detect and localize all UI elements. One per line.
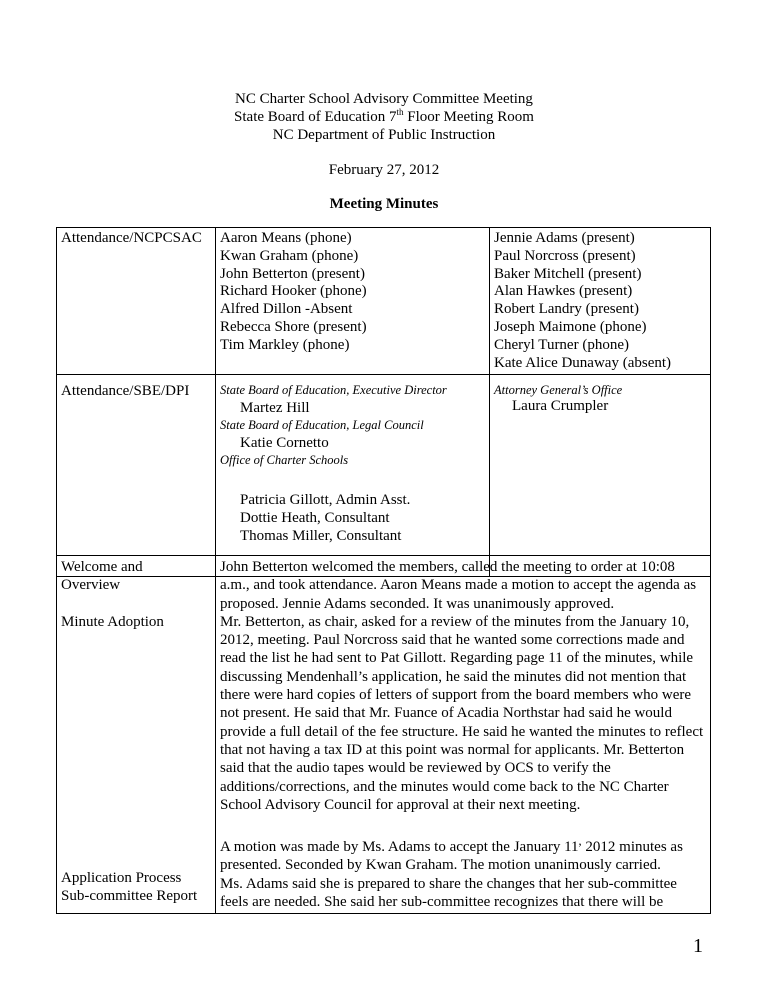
minutes-content: [216, 556, 711, 914]
motion-paragraph: [220, 832, 706, 875]
attendee: Jennie Adams (present): [494, 230, 635, 246]
page-number: 1: [693, 935, 703, 957]
label-minute-adoption: Minute Adoption: [61, 613, 164, 630]
label-welcome: Welcome and: [61, 559, 143, 575]
ag-name: Laura Crumpler: [512, 398, 609, 415]
attendee: Aaron Means (phone): [220, 230, 352, 246]
attendance-label-sbe: Attendance/SBE/DPI: [57, 375, 216, 576]
attendee: Kwan Graham (phone): [220, 247, 359, 264]
attendance-col-3: [490, 228, 711, 375]
ag-title: Attorney General’s Office: [494, 383, 623, 398]
welcome-paragraph: John Betterton welcomed the members, called the meeting to order at 10:08 a.m., and took attendance. Aaron Means made a motion to accept the agenda as proposed. Jennie Adams seconded. It was unanimously approved.: [220, 559, 697, 612]
subcommittee-paragraph: Ms. Adams said she is prepared to share the changes that her sub-committee feels are needed. She said her sub-committee recognizes that there will be: [220, 875, 677, 911]
attendee: Baker Mitchell (present): [494, 265, 642, 282]
attendance-col-2: [216, 228, 490, 375]
sbe-exec-name: Martez Hill: [240, 400, 310, 417]
attendee: Paul Norcross (present): [494, 247, 636, 264]
minutes-labels: [57, 556, 216, 914]
ag-office-cell: [490, 375, 711, 576]
ocs-staff: Patricia Gillott, Admin Asst.: [240, 492, 411, 509]
header-line-2-tail: Floor Meeting Room: [403, 109, 534, 125]
minutes-row: [57, 556, 711, 914]
ocs-staff: Thomas Miller, Consultant: [240, 527, 402, 544]
sbe-staff-cell: [216, 375, 490, 576]
label-overview: Overview: [61, 577, 121, 594]
attendance-row-sbe: [57, 375, 711, 576]
ocs-title: Office of Charter Schools: [220, 453, 349, 468]
attendee: Alan Hawkes (present): [494, 283, 633, 300]
minute-adoption-paragraph: Mr. Betterton, as chair, asked for a review of the minutes from the January 10, 2012, meeting. Paul Norcross said that he wanted some corrections made and read the list he had sent to Pat Gillott. Regarding page 11 of the minutes, while discussing Mendenhall’s application, he said the minutes did not mention that there were hard copies of letters of support from the board members who were not present. He said that Mr. Fuance of Acadia Northstar had said he would provide a full detail of the fee structure. He said he wanted the minutes to reflect that not having a tax ID at this point was normal for applicants. Mr. Betterton said that the audio tapes would be reviewed by OCS to verify the additions/corrections, and the minutes would come back to the NC Charter School Advisory Council for approval at their next meeting.: [220, 613, 704, 813]
page-title: Meeting Minutes: [329, 196, 439, 212]
sbe-exec-title: State Board of Education, Executive Director: [220, 383, 447, 398]
header-line-3: NC Department of Public Instruction: [272, 127, 496, 143]
minutes-table: [56, 555, 711, 914]
attendee: John Betterton (present): [220, 265, 365, 282]
sbe-legal-title: State Board of Education, Legal Council: [220, 418, 424, 433]
header-line-2: [0, 108, 768, 126]
document-header: [0, 90, 768, 144]
attendee: Richard Hooker (phone): [220, 283, 367, 300]
meeting-date: February 27, 2012: [328, 162, 440, 178]
header-line-1: NC Charter School Advisory Committee Meeting: [235, 91, 533, 107]
attendee: Cheryl Turner (phone): [494, 336, 629, 353]
motion-sup: ,: [578, 834, 582, 849]
attendee: Rebecca Shore (present): [220, 318, 367, 335]
header-line-2-text: State Board of Education 7: [234, 109, 397, 125]
attendee: Robert Landry (present): [494, 301, 639, 318]
attendance-table: [56, 227, 711, 577]
attendee: Tim Markley (phone): [220, 336, 350, 353]
label-application-process: Application Process: [61, 869, 182, 886]
attendance-row-ncpcsac: [57, 228, 711, 375]
ocs-staff-list: [220, 492, 485, 545]
sbe-legal-name: Katie Cornetto: [240, 435, 329, 452]
motion-text: A motion was made by Ms. Adams to accept the January 11: [220, 839, 579, 856]
ocs-staff: Dottie Heath, Consultant: [240, 510, 390, 527]
attendee: Alfred Dillon -Absent: [220, 301, 353, 318]
attendance-label-ncpcsac: Attendance/NCPCSAC: [57, 228, 216, 375]
attendee: Joseph Maimone (phone): [494, 318, 647, 335]
motion-tail: 2012 minutes as presented. Seconded by Kwan Graham. The motion unanimously carried.: [220, 839, 683, 874]
attendee: Kate Alice Dunaway (absent): [494, 354, 672, 371]
label-subcommittee-report: Sub-committee Report: [61, 888, 198, 905]
header-line-2-sup: th: [396, 107, 404, 117]
